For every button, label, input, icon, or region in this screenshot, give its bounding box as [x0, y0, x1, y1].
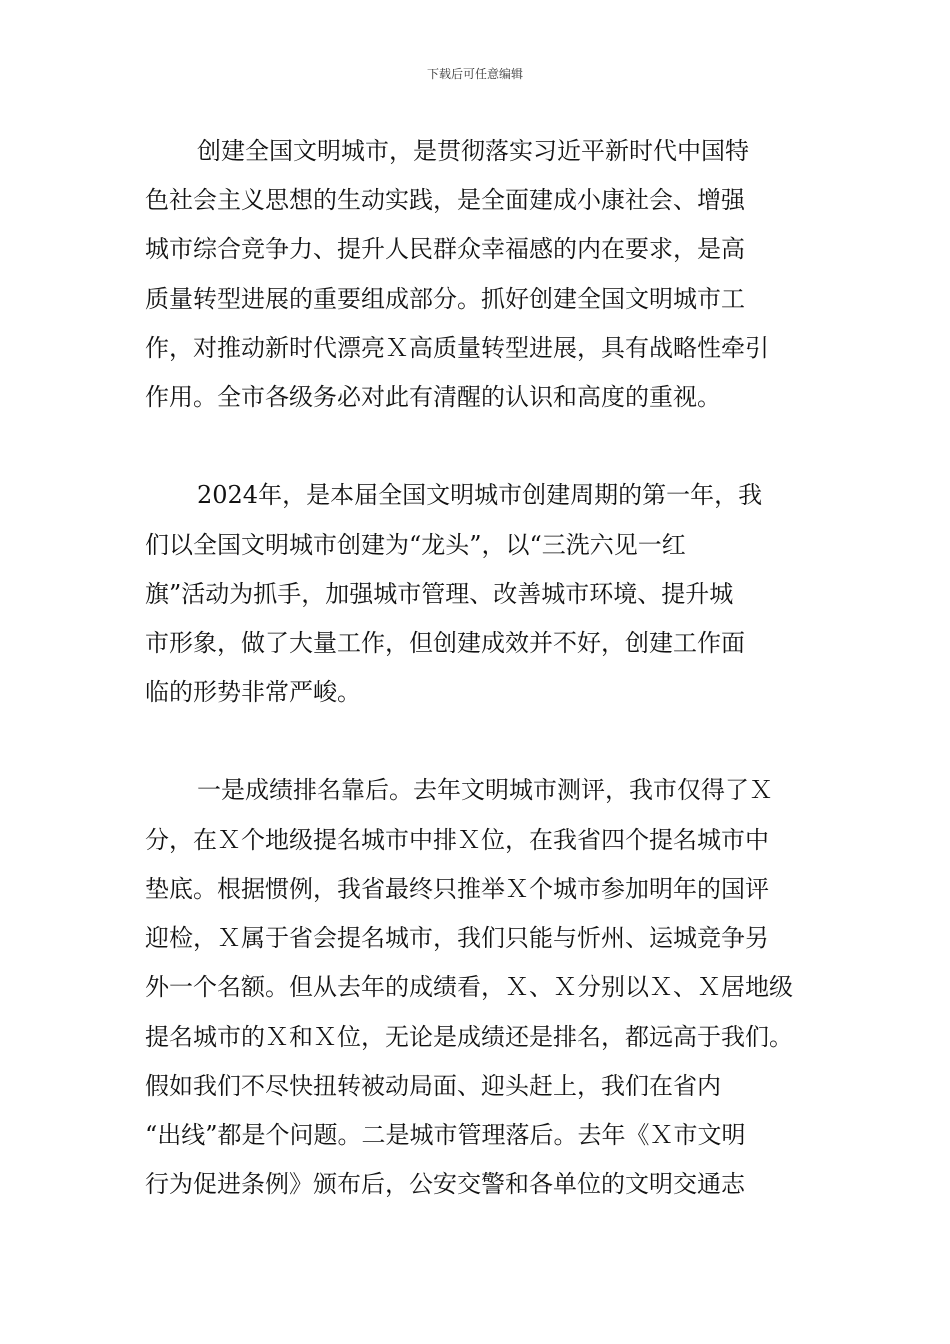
text-line: 创建全国文明城市，是贯彻落实习近平新时代中国特	[197, 137, 749, 165]
text-line: 作用。全市各级务必对此有清醒的认识和高度的重视。	[145, 383, 721, 411]
text-line: 临的形势非常严峻。	[145, 678, 361, 706]
text-line: 提名城市的Ｘ和Ｘ位，无论是成绩还是排名，都远高于我们。	[145, 1023, 793, 1051]
text-line: 市形象，做了大量工作，但创建成效并不好，创建工作面	[145, 629, 745, 657]
text-line: 质量转型进展的重要组成部分。抓好创建全国文明城市工	[145, 285, 745, 313]
text-line: 一是成绩排名靠后。去年文明城市测评，我市仅得了Ｘ	[197, 776, 773, 804]
text-line: 旗”活动为抓手，加强城市管理、改善城市环境、提升城	[145, 580, 734, 608]
text-line: 分，在Ｘ个地级提名城市中排Ｘ位，在我省四个提名城市中	[145, 826, 769, 854]
text-line: 迎检，Ｘ属于省会提名城市，我们只能与忻州、运城竞争另	[145, 924, 769, 952]
text-line: 城市综合竞争力、提升人民群众幸福感的内在要求，是高	[145, 235, 745, 263]
text-line: 作，对推动新时代漂亮Ｘ高质量转型进展，具有战略性牵引	[145, 334, 769, 362]
page-header: 下载后可任意编辑	[426, 67, 523, 81]
text-line: 外一个名额。但从去年的成绩看，Ｘ、Ｘ分别以Ｘ、Ｘ居地级	[145, 973, 793, 1001]
text-line: 垫底。根据惯例，我省最终只推举Ｘ个城市参加明年的国评	[145, 875, 769, 903]
text-line: 2024年，是本届全国文明城市创建周期的第一年，我	[197, 481, 763, 509]
text-line: 们以全国文明城市创建为“龙头”，以“三洗六见一红	[145, 531, 686, 559]
text-line: 色社会主义思想的生动实践，是全面建成小康社会、增强	[145, 186, 745, 214]
text-line: 假如我们不尽快扭转被动局面、迎头赶上，我们在省内	[145, 1072, 721, 1100]
text-line: 行为促进条例》颁布后，公安交警和各单位的文明交通志	[145, 1170, 745, 1198]
text-line: “出线”都是个问题。二是城市管理落后。去年《Ｘ市文明	[145, 1121, 746, 1149]
